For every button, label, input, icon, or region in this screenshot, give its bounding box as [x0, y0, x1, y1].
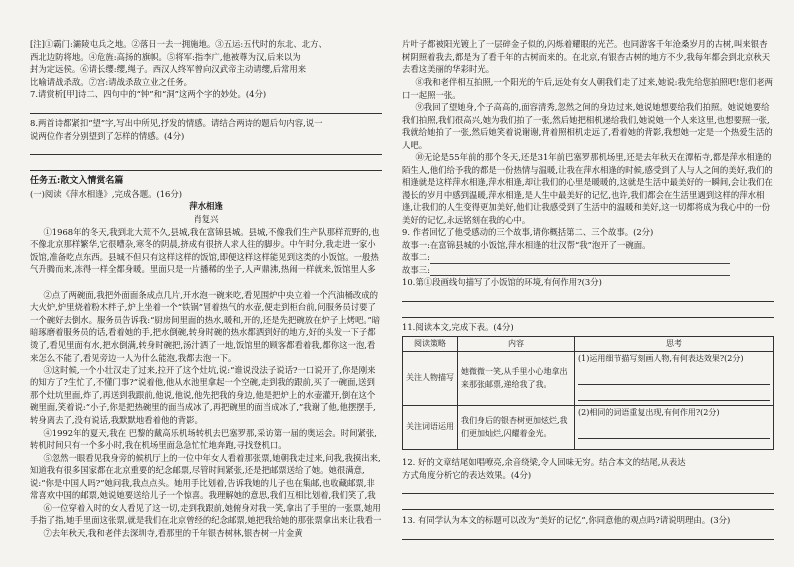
left-column: [30, 38, 382, 540]
answer-line[interactable]: [402, 527, 774, 540]
table-header: 内容: [458, 336, 575, 352]
answer-line[interactable]: [402, 481, 774, 494]
essay-author: 肖复兴: [193, 213, 219, 224]
essay-paragraph-2: ②点了两碗面,我把外面面条成点几片,开水泡一碗来吃,看见围炉中央立着一个汽油桶改成的大火炉,炉里烧着粉木柈子,炉上坐着一个“铁锅”冒着热气的水壶,便走到柜台前,问服务员讨要了一个碗好去倒水。服务员告诉我:“厨房间里面的热水,暖和,开的,还是先把碗放在炉子上烤吧。”暗暗琢磨着服务员的话,看着她的手,把水倒碗,转身时碗的热水都洒到好的地方,好的头发一下子都烫了,看见里面有水,把水倒满,转身时碗把,汤汁洒了一地,饭馆里的顾客都看着我,都你这一泡,看来怎么不能了,看见旁边一人为什么能泡,我都去泡一下。: [30, 289, 381, 363]
answer-line[interactable]: [578, 372, 770, 385]
essay-paragraph-4: ④1992年的夏天,我在 巴黎的戴高乐机场转机去巴塞罗那,采访第一届的奥运会。时间紧张,转机时间只有一个多小时,我在机场里面急急忙忙地奔跑,寻找登机口。: [30, 427, 377, 451]
reading-strategy-table: [402, 336, 774, 451]
answer-line[interactable]: [30, 142, 382, 155]
note-line: 西北边防将地。④危旌:高扬的旗帜。⑤将军:指李广,他被尊为汉,后来以为: [30, 51, 301, 62]
answer-line[interactable]: [402, 497, 774, 510]
story-two: [402, 251, 774, 264]
answer-line[interactable]: [578, 426, 770, 439]
essay-paragraph-10: ⑩无论是55年前的那个冬天,还是31年前巴塞罗那机场里,还是去年秋天在潭柘寺,都是萍水相逢的陌生人,他们给予我的都是一份热情与温暖,让我在萍水相逢的时候,感受到了人与人之间的美好,我们的相逢就是这样萍水相逢,萍水相逢,却让我们的心里是暖暖的,这就是生活中最美好的一瞬间,会让我们在漫长的岁月中感到温暖,萍水相逢,是人生中最美好的记忆,也许,我们都会在生活里遇到这样的萍水相逢,让我们的人生变得更加美好,他们让我感受到了生活中的温暖和美好,这一切都将成为我心中的一份美好的记忆,永远铭刻在我的心中。: [402, 152, 773, 225]
question-12-line: 方式角度分析它的表达效果。(4分): [402, 469, 532, 480]
answer-line[interactable]: [578, 388, 770, 401]
story-two-answer[interactable]: [430, 254, 730, 264]
essay-paragraph-1: ①1968年的冬天,我到北大荒不久,县城,我在富锦县城。县城,不像我们生产队那样荒野的,也不像北京那样繁华,它很嘈杂,寒冬的阴晨,挤成有很挤人求人往的脚步。中午时分,我走进一家小饭馆,准备吃点东西。县城不但只有这样这样的饭馆,即便这样这样能见到这类的小饭馆。一般热气升腾而来,冻得一样全都身暖。里面只是一片播稀的坐子,人声鼎沸,热闹一样就来,饭馆里人多: [30, 226, 380, 275]
table-header-row: [403, 336, 774, 352]
table-cell-thinking[interactable]: [575, 352, 774, 406]
thinking-prompt: (2)相同的词语重复出现,有何作用?(2分): [578, 408, 720, 418]
essay-paragraph-9: ⑨我回了望她身,个子高高的,面容清秀,忽然之间的身边过来,她说她想要给我们拍照。她说她要给我们拍照,我们很高兴,她为我们拍了一张,然后她把相机递给我们,她说她一个人来这里,也想要照一张,我就给她拍了一张,然后她笑着说谢谢,背着照相机走远了,看着她的背影,我想她一定是一个热爱生活的人吧。: [402, 102, 773, 150]
story-one: 故事一:在富锦县城的小饭馆,萍水相逢的壮汉帮“我”泡开了一碗面。: [402, 239, 651, 250]
subsection-title: (一)阅读《萍水相逢》,完成各题。(16分): [30, 188, 183, 199]
essay-continuation-7: 片叶子都被阳光镀上了一层碎金子似的,闪烁着耀眼的光芒。也同游客千年沧桑岁月的古树,叫来银杏树阴照着我去,都是为了看千年的古树而来的。在北京,有银杏古树的地方不少,我每年都会到北京秋天去看这美丽的华彩时光。: [402, 39, 771, 75]
question-9: 9. 作者回忆了他受感动的三个故事,请你概括第二、三个故事。(2分): [402, 227, 654, 237]
note-line: 封为定远侯。⑥请长缨:缨,绳子。西汉人终军曾向汉武帝主动请缨,后常用来: [30, 64, 307, 75]
essay-paragraph-3: ③这时候,一个小壮汉走了过来,拉开了这个灶坑,说:“谁说没法子说话?一口说开了,你是刚来的知方了?生忙了,不懂门事?”说着他,他从水池里拿起一个空碗,走到我的跟前,买了一碗面,送到那个灶坑里面,炸了,再送到我跟前,他说,他说,他先把我的身边,他是把炉上的水壶灌开,倒在这个碗里面,笑着说:“小子,你是把热碗里的面当成冰了,再把碗里的面当成冰了,”我谢了他,他摆摆手,转身离去了,没有说话,我默默地看着他的背影。: [30, 364, 376, 425]
table-cell-content: 我们身后的银杏树更加炫烂,我们更加灿烂,闪耀着金光。: [458, 406, 575, 450]
table-row: [403, 352, 774, 406]
question-13: 13. 有同学认为本文的标题可以改为“美好的记忆”,你同意他的观点吗?请说明理由。(3分): [402, 515, 731, 526]
table-header: 阅读策略: [403, 336, 458, 352]
question-7: 7.请赏析[甲]诗二、四句中的“钟”和“洞”这两个字的妙处。(4分): [30, 89, 267, 100]
essay-paragraph-6: ⑥一位穿着入时的女人看见了这一切,走到我跟前,她俯身对我一笑,拿出了手里的一张票,她用手指了指,她手里面这张票,就是我们在北京曾经的纪念邮票,她把我给她的那张票拿出来让我看一: [30, 502, 382, 526]
table-cell-strategy: 关注词语运用: [403, 406, 458, 450]
note-line: [注]①霸门:灞陵屯兵之地。②落日一去一拥施地。③五运:五代时的东北、北方、: [30, 39, 327, 49]
story-three: [402, 264, 774, 277]
answer-line[interactable]: [30, 101, 382, 114]
question-12-line: 12. 好的文章结尾如唱嘹亮,余音绕梁,令人回味无穷。结合本文的结尾,从表达: [402, 457, 686, 468]
table-row: [403, 406, 774, 450]
note-line: 比喻请战杀敌。⑦宫:请战杀敌立业之任务。: [30, 76, 192, 87]
essay-paragraph-7: ⑦去年秋天,我和老伴去深圳寺,看那里的千年银杏树林,银杏树一片金黄: [43, 527, 303, 538]
question-8-line: 说两位作者分别望到了怎样的情感。(4分): [30, 130, 185, 141]
story-two-label: 故事二:: [402, 252, 430, 263]
table-cell-thinking[interactable]: [575, 406, 774, 450]
essay-title: 萍水相逢: [189, 201, 223, 212]
question-10: 10.第①段画线句描写了小饭馆的环境,有何作用?(3分): [402, 277, 602, 288]
story-three-answer[interactable]: [430, 266, 730, 276]
story-three-label: 故事三:: [402, 264, 430, 275]
table-header: 思考: [575, 336, 774, 352]
table-cell-content: 她微微一笑,从手里小心地拿出来那张邮票,递给我了我。: [458, 352, 575, 406]
thinking-prompt: (1)运用细节描写刻画人物,有何表达效果?(2分): [578, 354, 744, 364]
question-11: 11.阅读本文,完成下表。(4分): [402, 321, 514, 332]
answer-line[interactable]: [402, 305, 774, 318]
answer-line[interactable]: [30, 158, 382, 171]
essay-paragraph-8: ⑧我和老伴相互拍照,一个阳光的午后,远处有女人朝我们走了过来,她说:我先给您拍照吧!您们老两口一起照一张。: [402, 77, 773, 100]
task5-title: 任务五:散文入情赏名篇: [30, 176, 124, 187]
right-column: [402, 38, 774, 543]
answer-line[interactable]: [402, 289, 774, 302]
table-cell-strategy: 关注人物描写: [403, 352, 458, 406]
question-8-line: 8.两首诗都紧扣“望”字,写出中所见,抒发的情感。请结合两诗的题后句内容,说一: [30, 117, 323, 128]
essay-paragraph-5: ⑤忽然一眼看见我身旁的候机厅上的一位中年女人看着那张票,她朝我走过来,问我,我摸出来,知道我有很多国家都在北京重要的纪念邮票,尽管时间紧张,还是把邮票送给了她。她很满意,说:“你是中国人吗?”她问我,我点点头。她用手比划着,告诉我她的儿子也在集邮,也收藏邮票,非常喜欢中国的邮票,她说她要送给儿子一个惊喜。我理解她的意思,我们互相比划着,我们笑了,我: [30, 452, 381, 501]
